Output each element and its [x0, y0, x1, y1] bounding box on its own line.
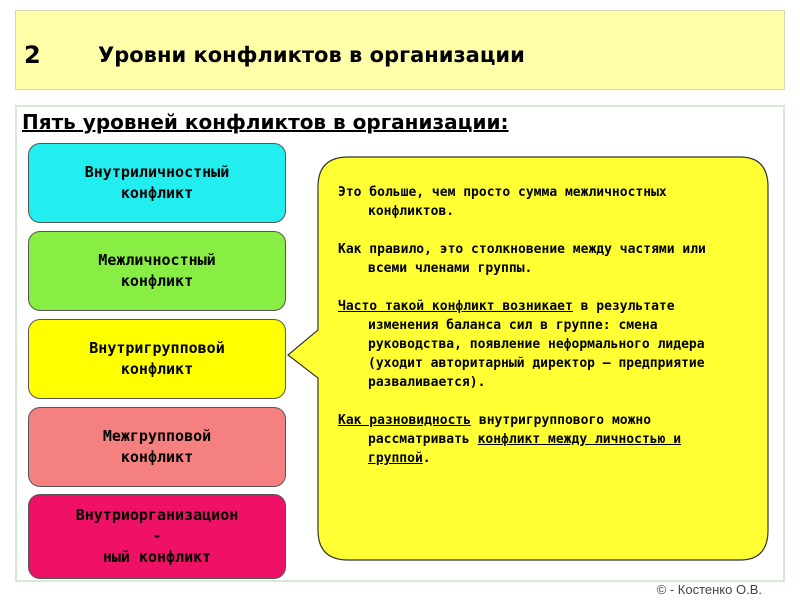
callout-emphasis: Часто такой конфликт возникает — [338, 299, 573, 314]
callout-paragraph-4 — [338, 411, 738, 468]
slide-title: Уровни конфликтов в организации — [98, 43, 525, 67]
callout-text-span: в результате изменения баланса сил в группе: смена руководства, появление неформального лидера (уходит авторитарный директор – предприятие разваливается). — [368, 299, 705, 390]
callout-paragraph-3 — [338, 297, 738, 392]
callout-text-span: . — [422, 451, 431, 466]
slide-number: 2 — [24, 41, 41, 69]
section-subtitle: Пять уровней конфликтов в организации: — [22, 110, 509, 134]
level-intergroup-conflict: Межгрупповой конфликт — [28, 407, 286, 487]
level-interpersonal-conflict: Межличностный конфликт — [28, 231, 286, 311]
callout-text-span: внутригруппового можно рассматривать — [368, 413, 652, 447]
level-intrapersonal-conflict: Внутриличностный конфликт — [28, 143, 286, 223]
level-intragroup-conflict: Внутригрупповой конфликт — [28, 319, 286, 399]
callout-emphasis: конфликт между личностью и группой — [368, 432, 682, 466]
callout-paragraph-2: Как правило, это столкновение между частями или всеми членами группы. — [338, 242, 706, 276]
callout-emphasis: Как разновидность — [338, 413, 472, 428]
level-intraorganizational-conflict: Внутриорганизацион - ный конфликт — [28, 494, 286, 579]
callout-text — [338, 183, 738, 468]
callout-paragraph-1: Это больше, чем просто сумма межличностных конфликтов. — [338, 185, 667, 219]
copyright-footer: © - Костенко О.В. — [656, 582, 762, 597]
